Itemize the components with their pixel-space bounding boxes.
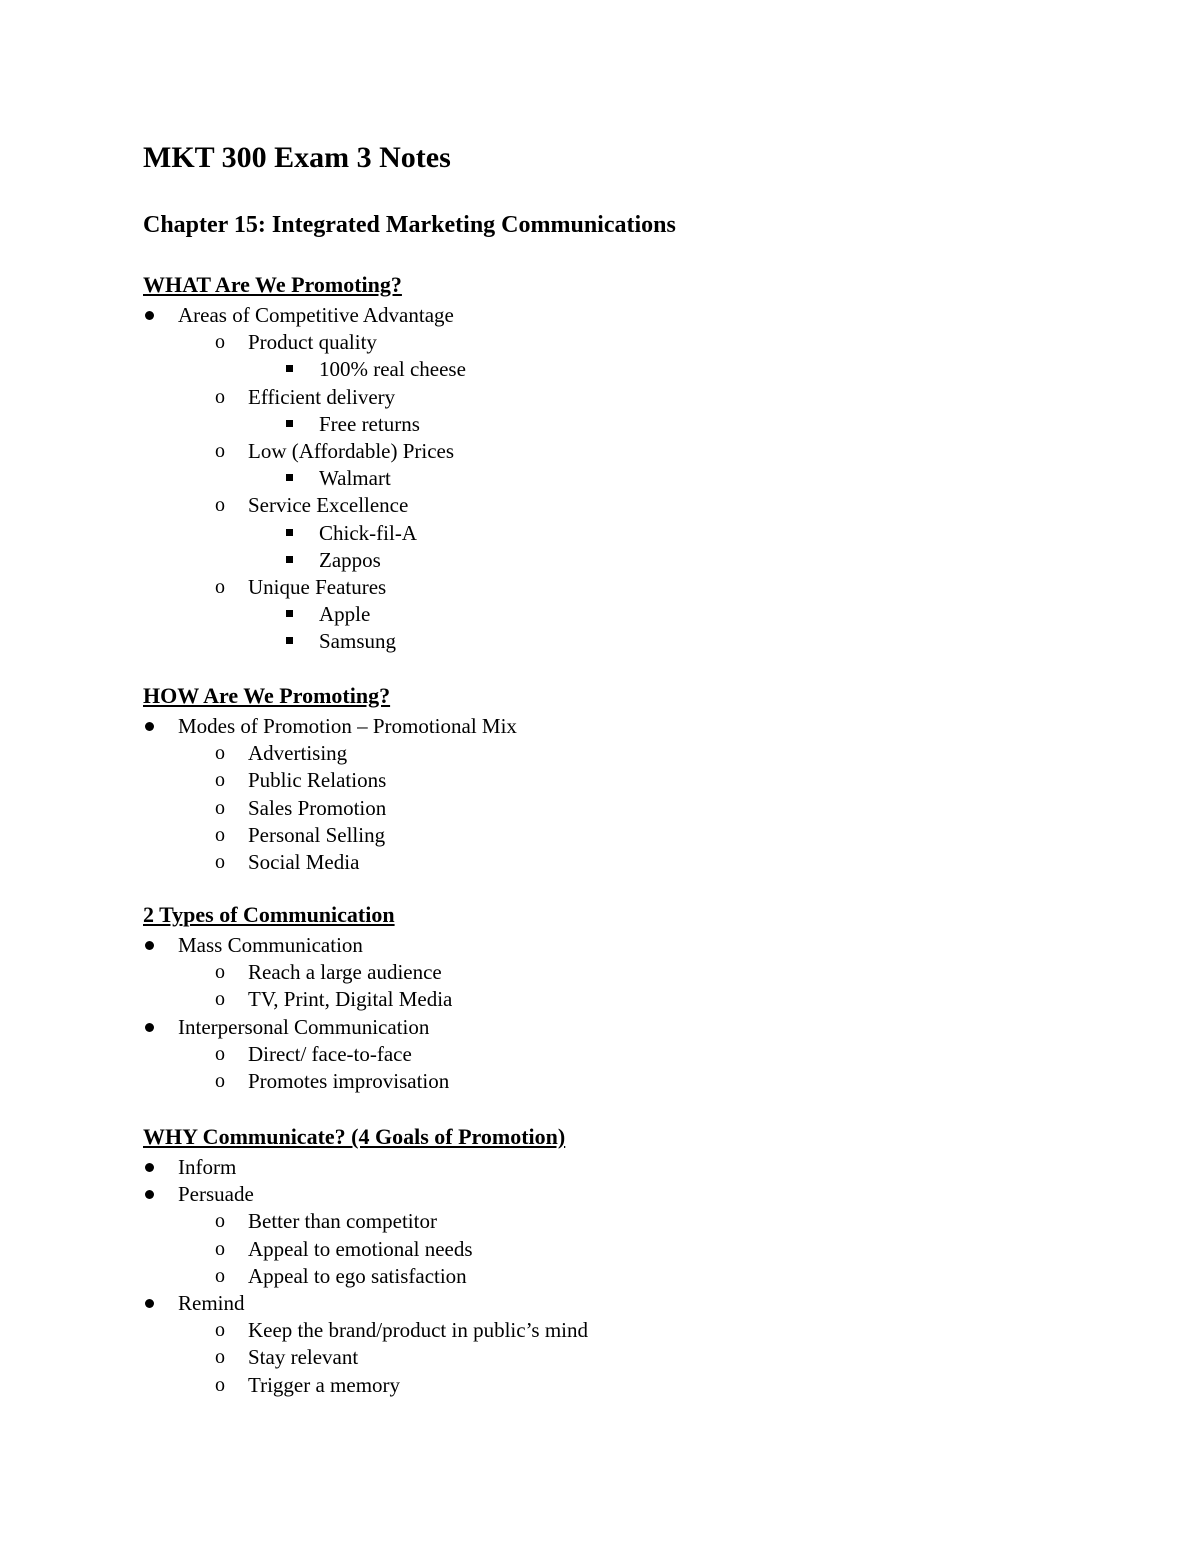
bullet-circle-marker: o — [215, 1346, 225, 1369]
bullet-circle-marker: o — [215, 1042, 225, 1065]
list-item-text: Appeal to emotional needs — [248, 1236, 473, 1261]
list-item-text: Sales Promotion — [248, 795, 387, 820]
list-item-text: Mass Communication — [178, 933, 363, 957]
document-title: MKT 300 Exam 3 Notes — [143, 141, 451, 174]
list-item-text: Inform — [178, 1155, 237, 1179]
chapter-heading: Chapter 15: Integrated Marketing Communications — [143, 212, 676, 238]
list-item-text: Stay relevant — [248, 1345, 359, 1370]
section-heading: HOW Are We Promoting? — [143, 683, 391, 708]
list-item-text: Trigger a memory — [248, 1372, 401, 1397]
list-item-text: Keep the brand/product in public’s mind — [248, 1318, 589, 1343]
list-item-text: Appeal to ego satisfaction — [248, 1263, 467, 1288]
bullet-circle-marker: o — [215, 1210, 225, 1233]
section-heading: WHAT Are We Promoting? — [143, 272, 402, 297]
list-item-text: Areas of Competitive Advantage — [178, 303, 454, 327]
bullet-circle-marker: o — [215, 1237, 225, 1260]
list-item-text: Remind — [178, 1291, 245, 1315]
bullet-circle-marker: o — [215, 961, 225, 984]
list-item-text: Persuade — [178, 1182, 254, 1207]
bullet-circle-marker: o — [215, 1319, 225, 1342]
list-item-text: Samsung — [319, 629, 397, 654]
list-item-text: Walmart — [319, 466, 391, 491]
list-item-text: 100% real cheese — [319, 357, 466, 382]
bullet-circle-marker: o — [215, 385, 225, 408]
list-item-text: Modes of Promotion – Promotional Mix — [178, 714, 517, 738]
list-item-text: Reach a large audience — [248, 960, 442, 985]
section-heading: WHY Communicate? (4 Goals of Promotion) — [143, 1124, 566, 1149]
bullet-circle-marker: o — [215, 440, 225, 462]
bullet-circle-marker: o — [215, 988, 225, 1011]
list-item-text: Advertising — [248, 741, 348, 766]
list-item-text: Service Excellence — [248, 493, 409, 518]
bullet-circle-marker: o — [215, 331, 225, 354]
list-item-text: Interpersonal Communication — [178, 1014, 430, 1039]
list-item-text: Public Relations — [248, 768, 387, 793]
bullet-circle-marker: o — [215, 851, 225, 873]
bullet-circle-marker: o — [215, 742, 225, 765]
list-item-text: Promotes improvisation — [248, 1069, 450, 1093]
list-item-text: Zappos — [319, 547, 381, 572]
list-item-text: Unique Features — [248, 575, 387, 599]
list-item-text: Efficient delivery — [248, 384, 396, 409]
bullet-circle-marker: o — [215, 769, 225, 792]
bullet-circle-marker: o — [215, 576, 225, 598]
list-item-text: Product quality — [248, 330, 377, 355]
list-item-text: Social Media — [248, 850, 360, 874]
bullet-circle-marker: o — [215, 494, 225, 517]
list-item-text: Direct/ face-to-face — [248, 1041, 412, 1066]
bullet-circle-marker: o — [215, 1373, 225, 1396]
bullet-circle-marker: o — [215, 1070, 225, 1092]
list-item-text: Chick-fil-A — [319, 520, 417, 545]
list-item-text: Personal Selling — [248, 822, 386, 847]
list-item-text: Low (Affordable) Prices — [248, 439, 455, 463]
bullet-circle-marker: o — [215, 1264, 225, 1287]
list-item-text: Better than competitor — [248, 1209, 437, 1234]
list-item-text: Apple — [319, 602, 371, 627]
list-item-text: Free returns — [319, 411, 420, 436]
bullet-circle-marker: o — [215, 796, 225, 819]
section-heading: 2 Types of Communication — [143, 902, 395, 927]
bullet-circle-marker: o — [215, 823, 225, 846]
list-item-text: TV, Print, Digital Media — [248, 987, 453, 1012]
